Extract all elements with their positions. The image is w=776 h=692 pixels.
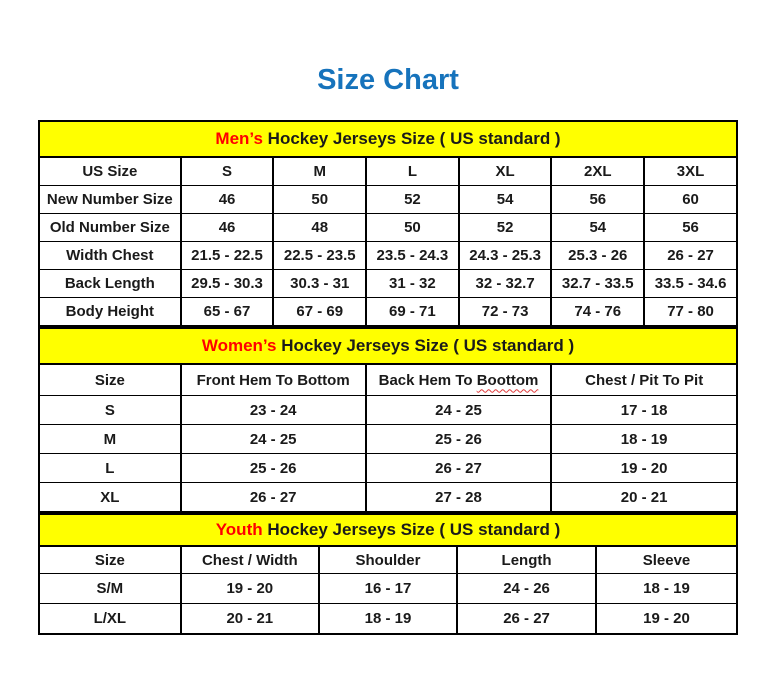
mens-header-cell: M bbox=[273, 157, 366, 186]
mens-table-row bbox=[39, 242, 737, 270]
youth-header-cell: Chest / Width bbox=[181, 546, 319, 574]
womens-value-cell: 19 - 20 bbox=[551, 454, 737, 483]
womens-caption-highlight: Women’s bbox=[201, 336, 277, 355]
womens-value-cell: 25 - 26 bbox=[181, 454, 366, 483]
mens-header-cell: L bbox=[366, 157, 459, 186]
youth-value-cell: 24 - 26 bbox=[457, 574, 596, 604]
mens-value-cell: 22.5 - 23.5 bbox=[273, 242, 366, 270]
womens-size-table bbox=[38, 327, 738, 513]
youth-value-cell: 18 - 19 bbox=[596, 574, 737, 604]
youth-header-cell: Length bbox=[457, 546, 596, 574]
mens-value-cell: 50 bbox=[273, 186, 366, 214]
mens-table-row bbox=[39, 298, 737, 327]
youth-caption-highlight: Youth bbox=[215, 520, 263, 539]
youth-section-caption bbox=[39, 514, 737, 546]
youth-value-cell: 19 - 20 bbox=[181, 574, 319, 604]
womens-row-label-cell: L bbox=[39, 454, 181, 483]
mens-table-row bbox=[39, 214, 737, 242]
womens-row-label-cell: M bbox=[39, 425, 181, 454]
mens-section-caption bbox=[39, 121, 737, 157]
womens-header-text: Back Hem To bbox=[378, 371, 477, 389]
mens-header-cell: US Size bbox=[39, 157, 181, 186]
womens-value-cell: 18 - 19 bbox=[551, 425, 737, 454]
youth-value-cell: 19 - 20 bbox=[596, 604, 737, 635]
mens-value-cell: 67 - 69 bbox=[273, 298, 366, 327]
mens-caption-highlight: Men’s bbox=[215, 129, 263, 148]
womens-value-cell: 26 - 27 bbox=[366, 454, 552, 483]
womens-table-row bbox=[39, 483, 737, 513]
womens-table-row bbox=[39, 425, 737, 454]
mens-value-cell: 72 - 73 bbox=[459, 298, 552, 327]
youth-header-cell: Sleeve bbox=[596, 546, 737, 574]
womens-value-cell: 27 - 28 bbox=[366, 483, 552, 513]
womens-header-cell: Chest / Pit To Pit bbox=[551, 364, 737, 396]
womens-table-row bbox=[39, 396, 737, 425]
mens-row-label-cell: Old Number Size bbox=[39, 214, 181, 242]
womens-table-row bbox=[39, 454, 737, 483]
womens-header-cell: Size bbox=[39, 364, 181, 396]
mens-size-table bbox=[38, 120, 738, 327]
youth-table-row bbox=[39, 574, 737, 604]
mens-value-cell: 48 bbox=[273, 214, 366, 242]
mens-row-label-cell: Body Height bbox=[39, 298, 181, 327]
mens-value-cell: 60 bbox=[644, 186, 737, 214]
mens-value-cell: 30.3 - 31 bbox=[273, 270, 366, 298]
mens-table-row bbox=[39, 186, 737, 214]
womens-caption-text: Hockey Jerseys Size ( US standard ) bbox=[276, 336, 575, 355]
mens-value-cell: 26 - 27 bbox=[644, 242, 737, 270]
youth-value-cell: 16 - 17 bbox=[319, 574, 457, 604]
mens-value-cell: 52 bbox=[366, 186, 459, 214]
mens-header-cell: S bbox=[181, 157, 274, 186]
womens-value-cell: 26 - 27 bbox=[181, 483, 366, 513]
mens-value-cell: 77 - 80 bbox=[644, 298, 737, 327]
mens-value-cell: 32.7 - 33.5 bbox=[551, 270, 644, 298]
mens-header-cell: 2XL bbox=[551, 157, 644, 186]
mens-value-cell: 56 bbox=[551, 186, 644, 214]
womens-header-cell bbox=[366, 364, 552, 396]
mens-table-row bbox=[39, 270, 737, 298]
womens-value-cell: 25 - 26 bbox=[366, 425, 552, 454]
mens-value-cell: 54 bbox=[551, 214, 644, 242]
youth-value-cell: 20 - 21 bbox=[181, 604, 319, 635]
mens-row-label-cell: Width Chest bbox=[39, 242, 181, 270]
womens-value-cell: 17 - 18 bbox=[551, 396, 737, 425]
mens-value-cell: 32 - 32.7 bbox=[459, 270, 552, 298]
womens-value-cell: 24 - 25 bbox=[366, 396, 552, 425]
mens-caption-text: Hockey Jerseys Size ( US standard ) bbox=[262, 129, 561, 148]
mens-value-cell: 52 bbox=[459, 214, 552, 242]
mens-value-cell: 46 bbox=[181, 214, 274, 242]
mens-value-cell: 74 - 76 bbox=[551, 298, 644, 327]
womens-value-cell: 20 - 21 bbox=[551, 483, 737, 513]
mens-header-cell: 3XL bbox=[644, 157, 737, 186]
youth-caption-text: Hockey Jerseys Size ( US standard ) bbox=[262, 520, 561, 539]
mens-value-cell: 69 - 71 bbox=[366, 298, 459, 327]
youth-value-cell: 18 - 19 bbox=[319, 604, 457, 635]
mens-value-cell: 33.5 - 34.6 bbox=[644, 270, 737, 298]
youth-value-cell: 26 - 27 bbox=[457, 604, 596, 635]
womens-section-caption bbox=[39, 328, 737, 364]
mens-value-cell: 25.3 - 26 bbox=[551, 242, 644, 270]
womens-row-label-cell: XL bbox=[39, 483, 181, 513]
page-title: Size Chart bbox=[317, 64, 459, 96]
womens-value-cell: 24 - 25 bbox=[181, 425, 366, 454]
youth-table-row bbox=[39, 604, 737, 635]
mens-value-cell: 23.5 - 24.3 bbox=[366, 242, 459, 270]
misspelled-word-squiggle: Boottom bbox=[476, 371, 539, 389]
mens-value-cell: 46 bbox=[181, 186, 274, 214]
mens-value-cell: 31 - 32 bbox=[366, 270, 459, 298]
mens-value-cell: 21.5 - 22.5 bbox=[181, 242, 274, 270]
womens-value-cell: 23 - 24 bbox=[181, 396, 366, 425]
womens-row-label-cell: S bbox=[39, 396, 181, 425]
youth-row-label-cell: L/XL bbox=[39, 604, 181, 635]
size-tables bbox=[38, 120, 738, 635]
youth-row-label-cell: S/M bbox=[39, 574, 181, 604]
youth-size-table bbox=[38, 513, 738, 635]
mens-value-cell: 65 - 67 bbox=[181, 298, 274, 327]
mens-row-label-cell: Back Length bbox=[39, 270, 181, 298]
youth-header-cell: Size bbox=[39, 546, 181, 574]
mens-value-cell: 50 bbox=[366, 214, 459, 242]
mens-value-cell: 56 bbox=[644, 214, 737, 242]
mens-value-cell: 54 bbox=[459, 186, 552, 214]
mens-header-cell: XL bbox=[459, 157, 552, 186]
mens-value-cell: 24.3 - 25.3 bbox=[459, 242, 552, 270]
womens-header-cell: Front Hem To Bottom bbox=[181, 364, 366, 396]
mens-value-cell: 29.5 - 30.3 bbox=[181, 270, 274, 298]
youth-header-cell: Shoulder bbox=[319, 546, 457, 574]
mens-row-label-cell: New Number Size bbox=[39, 186, 181, 214]
